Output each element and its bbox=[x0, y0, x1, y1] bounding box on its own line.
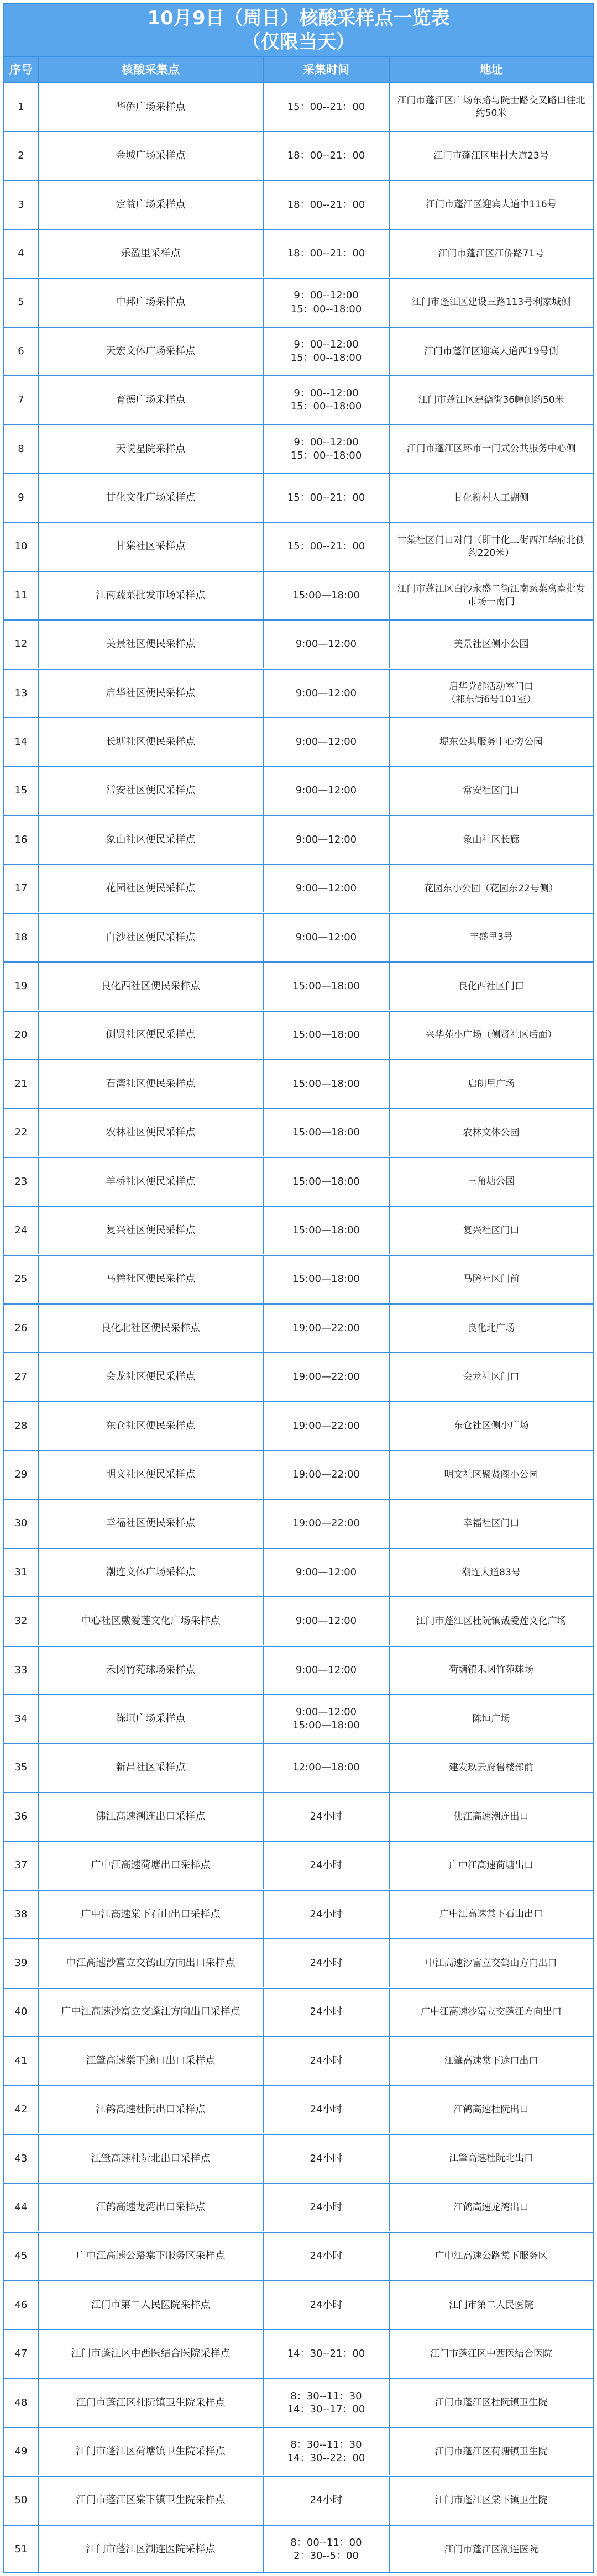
row-time: 18：00--21：00 bbox=[264, 230, 390, 277]
row-site-name: 定益广场采样点 bbox=[39, 181, 264, 229]
table-row bbox=[4, 1108, 593, 1156]
row-site-name: 广中江高速沙富立交蓬江方向出口采样点 bbox=[39, 1989, 264, 2036]
table-row bbox=[4, 2378, 593, 2427]
row-index: 26 bbox=[4, 1305, 39, 1352]
table-row bbox=[4, 717, 593, 766]
row-site-name: 明文社区便民采样点 bbox=[39, 1451, 264, 1499]
row-index: 2 bbox=[4, 132, 39, 180]
table-row bbox=[4, 2329, 593, 2378]
row-time: 9：00--12:00 15：00--18:00 bbox=[264, 328, 390, 375]
row-index: 25 bbox=[4, 1256, 39, 1303]
row-site-name: 侧贤社区便民采样点 bbox=[39, 1012, 264, 1059]
row-address: 江门市蓬江区白沙永盛二街江南蔬菜禽畜批发市场一南门 bbox=[397, 583, 585, 607]
row-address: 佛江高速潮连出口 bbox=[453, 1811, 529, 1822]
table-row bbox=[4, 1938, 593, 1987]
row-site-name: 中邦广场采样点 bbox=[39, 279, 264, 327]
row-address: 江门市蓬江区广场东路与院士路交叉路口往北约50米 bbox=[397, 95, 585, 119]
table-row bbox=[4, 327, 593, 375]
row-site-name: 启华社区便民采样点 bbox=[39, 670, 264, 717]
row-site-name: 中江高速沙富立交鹤山方向出口采样点 bbox=[39, 1939, 264, 1987]
row-site-name: 中心社区戴爱莲文化广场采样点 bbox=[39, 1597, 264, 1645]
table-row bbox=[4, 1743, 593, 1792]
row-address: 会龙社区门口 bbox=[463, 1371, 520, 1382]
row-address: 江鹤高速龙湾出口 bbox=[453, 2201, 529, 2213]
table-row bbox=[4, 278, 593, 327]
table-row bbox=[4, 1059, 593, 1108]
row-time: 19:00—22:00 bbox=[264, 1451, 390, 1499]
row-site-name: 甘棠社区采样点 bbox=[39, 523, 264, 571]
row-address: 甘棠社区门口对门（即甘化二街西江华府北侧约220米） bbox=[397, 534, 585, 559]
table-row bbox=[4, 1157, 593, 1206]
row-site-name: 幸福社区便民采样点 bbox=[39, 1500, 264, 1548]
row-time: 19:00—22:00 bbox=[264, 1500, 390, 1548]
table-row bbox=[4, 1890, 593, 1938]
row-index: 42 bbox=[4, 2086, 39, 2133]
title-line-1: 10月9日（周日）核酸采样点一览表 bbox=[147, 7, 450, 29]
row-time: 15:00—18:00 bbox=[264, 1158, 390, 1206]
row-address: 启华党群活动室门口 （祁东街6号101室） bbox=[446, 681, 536, 705]
row-time: 9:00—12:00 bbox=[264, 718, 390, 766]
row-address: 江门市蓬江区棠下镇卫生院 bbox=[434, 2495, 548, 2506]
row-address: 江门市蓬江区中西医结合医院 bbox=[430, 2348, 552, 2359]
row-site-name: 复兴社区便民采样点 bbox=[39, 1207, 264, 1254]
row-address: 广中江高速公路棠下服务区 bbox=[434, 2251, 548, 2262]
row-time: 9:00—12:00 bbox=[264, 670, 390, 717]
row-time: 15：00--21：00 bbox=[264, 474, 390, 522]
table-row bbox=[4, 131, 593, 180]
row-address: 江鹤高速杜阮出口 bbox=[453, 2104, 529, 2115]
row-address: 广中江高速荷塘出口 bbox=[449, 1859, 533, 1871]
row-time: 15:00—18:00 bbox=[264, 1060, 390, 1108]
row-site-name: 金城广场采样点 bbox=[39, 132, 264, 180]
row-index: 38 bbox=[4, 1891, 39, 1938]
row-time: 24小时 bbox=[264, 1939, 390, 1987]
row-time: 24小时 bbox=[264, 2233, 390, 2280]
table-row bbox=[4, 864, 593, 912]
row-site-name: 广中江高速棠下石山出口采样点 bbox=[39, 1891, 264, 1938]
row-index: 28 bbox=[4, 1402, 39, 1450]
table-row bbox=[4, 2280, 593, 2329]
table-row bbox=[4, 2036, 593, 2085]
table-row bbox=[4, 961, 593, 1010]
row-index: 17 bbox=[4, 865, 39, 912]
table-row bbox=[4, 669, 593, 717]
row-time: 15:00—18:00 bbox=[264, 1256, 390, 1303]
row-index: 16 bbox=[4, 816, 39, 864]
row-time: 15：00--21：00 bbox=[264, 523, 390, 571]
row-site-name: 新昌社区采样点 bbox=[39, 1744, 264, 1792]
row-site-name: 佛江高速潮连出口采样点 bbox=[39, 1793, 264, 1841]
row-address: 常安社区门口 bbox=[463, 785, 520, 797]
row-index: 44 bbox=[4, 2184, 39, 2231]
row-index: 43 bbox=[4, 2135, 39, 2183]
table-row bbox=[4, 1011, 593, 1059]
row-time: 9:00—12:00 bbox=[264, 1549, 390, 1596]
row-address: 良化北广场 bbox=[468, 1322, 515, 1334]
row-address: 启朗里广场 bbox=[468, 1078, 515, 1090]
table-row bbox=[4, 1450, 593, 1499]
table-row bbox=[4, 1841, 593, 1889]
row-time: 18：00--21：00 bbox=[264, 181, 390, 229]
row-time: 24小时 bbox=[264, 2477, 390, 2525]
row-time: 15:00—18:00 bbox=[264, 572, 390, 619]
table-row bbox=[4, 1401, 593, 1450]
row-time: 8：30--11：30 14：30--17：00 bbox=[264, 2379, 390, 2427]
row-index: 45 bbox=[4, 2233, 39, 2280]
row-index: 7 bbox=[4, 376, 39, 424]
row-time: 24小时 bbox=[264, 2037, 390, 2085]
row-site-name: 长塘社区便民采样点 bbox=[39, 718, 264, 766]
row-index: 8 bbox=[4, 425, 39, 473]
row-time: 8：00--11：00 2：30--5：00 bbox=[264, 2526, 390, 2573]
row-index: 33 bbox=[4, 1647, 39, 1694]
row-site-name: 江南蔬菜批发市场采样点 bbox=[39, 572, 264, 619]
row-index: 5 bbox=[4, 279, 39, 327]
row-time: 24小时 bbox=[264, 2135, 390, 2183]
row-index: 32 bbox=[4, 1597, 39, 1645]
row-address: 丰盛里3号 bbox=[469, 932, 513, 943]
table-row bbox=[4, 571, 593, 619]
row-site-name: 良化北社区便民采样点 bbox=[39, 1305, 264, 1352]
row-index: 40 bbox=[4, 1989, 39, 2036]
row-address: 江门市蓬江区建德街36幢侧约50米 bbox=[418, 394, 564, 406]
row-index: 15 bbox=[4, 767, 39, 815]
row-address: 东仓社区侧小广场 bbox=[453, 1420, 529, 1432]
row-site-name: 江门市蓬江区荷塘镇卫生院采样点 bbox=[39, 2428, 264, 2475]
row-site-name: 华侨广场采样点 bbox=[39, 83, 264, 131]
row-site-name: 天宏文体广场采样点 bbox=[39, 328, 264, 375]
row-time: 12:00—18:00 bbox=[264, 1744, 390, 1792]
row-site-name: 江门市蓬江区中西医结合医院采样点 bbox=[39, 2330, 264, 2378]
row-index: 20 bbox=[4, 1012, 39, 1059]
table-row bbox=[4, 2183, 593, 2231]
row-time: 24小时 bbox=[264, 1989, 390, 2036]
row-address: 江肇高速杜阮北出口 bbox=[449, 2153, 533, 2164]
schedule-table bbox=[3, 3, 594, 2573]
row-index: 34 bbox=[4, 1695, 39, 1743]
row-index: 35 bbox=[4, 1744, 39, 1792]
row-site-name: 良化西社区便民采样点 bbox=[39, 963, 264, 1010]
row-index: 24 bbox=[4, 1207, 39, 1254]
row-address: 明文社区聚贤阁小公园 bbox=[444, 1469, 538, 1480]
row-index: 41 bbox=[4, 2037, 39, 2085]
row-address: 象山社区长廊 bbox=[463, 834, 520, 845]
row-index: 47 bbox=[4, 2330, 39, 2378]
row-index: 4 bbox=[4, 230, 39, 277]
table-row bbox=[4, 1303, 593, 1352]
row-time: 15:00—18:00 bbox=[264, 1207, 390, 1254]
row-address: 三角塘公园 bbox=[468, 1176, 515, 1187]
table-row bbox=[4, 815, 593, 864]
row-time: 19:00—22:00 bbox=[264, 1305, 390, 1352]
row-site-name: 常安社区便民采样点 bbox=[39, 767, 264, 815]
row-address: 甘化新村人工湖侧 bbox=[453, 492, 529, 503]
row-address: 江门市蓬江区江侨路71号 bbox=[438, 248, 544, 259]
table-row bbox=[4, 424, 593, 473]
table-row bbox=[4, 1596, 593, 1645]
row-index: 14 bbox=[4, 718, 39, 766]
row-site-name: 江肇高速棠下途口出口采样点 bbox=[39, 2037, 264, 2085]
row-site-name: 象山社区便民采样点 bbox=[39, 816, 264, 864]
row-site-name: 羊桥社区便民采样点 bbox=[39, 1158, 264, 1206]
row-site-name: 石湾社区便民采样点 bbox=[39, 1060, 264, 1108]
table-row bbox=[4, 2427, 593, 2475]
row-index: 22 bbox=[4, 1109, 39, 1156]
row-address: 江肇高速棠下途口出口 bbox=[444, 2055, 538, 2067]
row-site-name: 江门市蓬江区棠下镇卫生院采样点 bbox=[39, 2477, 264, 2525]
row-index: 36 bbox=[4, 1793, 39, 1841]
row-index: 51 bbox=[4, 2526, 39, 2573]
row-site-name: 江鹤高速龙湾出口采样点 bbox=[39, 2184, 264, 2231]
row-index: 48 bbox=[4, 2379, 39, 2427]
row-index: 30 bbox=[4, 1500, 39, 1548]
table-row bbox=[4, 1988, 593, 2036]
table-row bbox=[4, 82, 593, 131]
row-time: 24小时 bbox=[264, 2281, 390, 2329]
row-address: 江门市蓬江区里村大道23号 bbox=[433, 150, 549, 161]
row-address: 江门市蓬江区杜阮镇戴爱莲文化广场 bbox=[416, 1615, 567, 1627]
row-time: 24小时 bbox=[264, 2086, 390, 2133]
row-index: 11 bbox=[4, 572, 39, 619]
row-time: 9：00--12:00 15：00--18:00 bbox=[264, 279, 390, 327]
row-address: 兴华苑小广场（侧贤社区后面） bbox=[425, 1029, 557, 1041]
table-title bbox=[4, 4, 593, 56]
row-address: 潮连大道83号 bbox=[462, 1566, 521, 1578]
row-site-name: 广中江高速公路棠下服务区采样点 bbox=[39, 2233, 264, 2280]
row-index: 6 bbox=[4, 328, 39, 375]
row-index: 50 bbox=[4, 2477, 39, 2525]
title-line-2: （仅限当天） bbox=[242, 31, 355, 53]
row-index: 12 bbox=[4, 621, 39, 668]
row-site-name: 白沙社区便民采样点 bbox=[39, 914, 264, 961]
row-address: 广中江高速沙富立交蓬江方向出口 bbox=[421, 2006, 562, 2018]
row-site-name: 马腾社区便民采样点 bbox=[39, 1256, 264, 1303]
row-address: 建发玖云府售楼部前 bbox=[449, 1762, 533, 1774]
table-row bbox=[4, 229, 593, 277]
row-time: 9：00--12:00 15：00--18:00 bbox=[264, 425, 390, 473]
header-address: 地址 bbox=[479, 63, 503, 76]
row-time: 9:00—12:00 bbox=[264, 1647, 390, 1694]
table-row bbox=[4, 1206, 593, 1254]
row-time: 9:00—12:00 bbox=[264, 621, 390, 668]
row-site-name: 天悦星院采样点 bbox=[39, 425, 264, 473]
row-time: 9:00—12:00 bbox=[264, 914, 390, 961]
header-time: 采集时间 bbox=[264, 57, 390, 82]
row-address: 马腾社区门前 bbox=[463, 1274, 520, 1285]
table-row bbox=[4, 1694, 593, 1743]
row-time: 24小时 bbox=[264, 2184, 390, 2231]
row-index: 1 bbox=[4, 83, 39, 131]
row-site-name: 东仓社区便民采样点 bbox=[39, 1402, 264, 1450]
table-header bbox=[4, 56, 593, 82]
row-time: 9：00--12:00 15：00--18:00 bbox=[264, 376, 390, 424]
row-index: 39 bbox=[4, 1939, 39, 1987]
row-time: 24小时 bbox=[264, 1891, 390, 1938]
row-site-name: 潮连文体广场采样点 bbox=[39, 1549, 264, 1596]
row-time: 14：30--21：00 bbox=[264, 2330, 390, 2378]
row-time: 15:00—18:00 bbox=[264, 1012, 390, 1059]
table-row bbox=[4, 1255, 593, 1303]
row-index: 13 bbox=[4, 670, 39, 717]
row-index: 19 bbox=[4, 963, 39, 1010]
row-site-name: 广中江高速荷塘出口采样点 bbox=[39, 1842, 264, 1889]
row-address: 复兴社区门口 bbox=[463, 1224, 520, 1236]
row-time: 8：30--11：30 14：30--22：00 bbox=[264, 2428, 390, 2475]
row-site-name: 江门市第二人民医院采样点 bbox=[39, 2281, 264, 2329]
row-address: 江门市蓬江区迎宾大道中116号 bbox=[426, 199, 557, 211]
row-time: 9:00—12:00 bbox=[264, 865, 390, 912]
row-index: 10 bbox=[4, 523, 39, 571]
row-time: 24小时 bbox=[264, 1793, 390, 1841]
row-time: 19:00—22:00 bbox=[264, 1353, 390, 1401]
table-row bbox=[4, 1352, 593, 1401]
row-time: 15:00—18:00 bbox=[264, 1109, 390, 1156]
row-index: 31 bbox=[4, 1549, 39, 1596]
row-time: 9:00—12:00 bbox=[264, 767, 390, 815]
row-time: 9:00—12:00 bbox=[264, 1597, 390, 1645]
row-site-name: 乐盈里采样点 bbox=[39, 230, 264, 277]
row-address: 江门市蓬江区潮连医院 bbox=[444, 2543, 538, 2555]
row-address: 良化西社区门口 bbox=[458, 980, 524, 992]
table-row bbox=[4, 2525, 593, 2573]
row-time: 15:00—18:00 bbox=[264, 963, 390, 1010]
row-address: 堤东公共服务中心旁公园 bbox=[439, 736, 543, 748]
row-address: 江门市蓬江区迎宾大道西19号侧 bbox=[424, 345, 558, 357]
table-row bbox=[4, 2232, 593, 2280]
row-address: 江门市第二人民医院 bbox=[449, 2299, 533, 2311]
header-site: 核酸采集点 bbox=[39, 57, 264, 82]
row-address: 荷塘镇禾冈竹苑球场 bbox=[449, 1664, 533, 1676]
row-address: 江门市蓬江区环市一门式公共服务中心侧 bbox=[406, 443, 576, 455]
row-address: 幸福社区门口 bbox=[463, 1518, 520, 1529]
row-site-name: 会龙社区便民采样点 bbox=[39, 1353, 264, 1401]
table-row bbox=[4, 1792, 593, 1841]
row-site-name: 陈垣广场采样点 bbox=[39, 1695, 264, 1743]
row-address: 农林文体公园 bbox=[463, 1127, 520, 1138]
table-row bbox=[4, 180, 593, 229]
table-row bbox=[4, 1548, 593, 1596]
row-site-name: 江鹤高速杜阮出口采样点 bbox=[39, 2086, 264, 2133]
row-address: 江门市蓬江区建设三路113号利家城侧 bbox=[411, 297, 571, 308]
row-index: 21 bbox=[4, 1060, 39, 1108]
row-index: 9 bbox=[4, 474, 39, 522]
row-site-name: 禾冈竹苑球场采样点 bbox=[39, 1647, 264, 1694]
row-address: 广中江高速棠下石山出口 bbox=[439, 1909, 543, 1920]
row-index: 37 bbox=[4, 1842, 39, 1889]
row-site-name: 花园社区便民采样点 bbox=[39, 865, 264, 912]
row-index: 27 bbox=[4, 1353, 39, 1401]
row-address: 美景社区侧小公园 bbox=[453, 638, 529, 650]
row-address: 江门市蓬江区杜阮镇卫生院 bbox=[434, 2397, 548, 2409]
row-index: 23 bbox=[4, 1158, 39, 1206]
row-address: 江门市蓬江区荷塘镇卫生院 bbox=[434, 2446, 548, 2457]
row-time: 24小时 bbox=[264, 1842, 390, 1889]
row-time: 9:00—12:00 bbox=[264, 816, 390, 864]
table-row bbox=[4, 913, 593, 961]
row-address: 中江高速沙富立交鹤山方向出口 bbox=[425, 1957, 557, 1969]
table-row bbox=[4, 2476, 593, 2525]
row-site-name: 江门市蓬江区杜阮镇卫生院采样点 bbox=[39, 2379, 264, 2427]
table-row bbox=[4, 1646, 593, 1694]
header-index: 序号 bbox=[4, 57, 39, 82]
row-site-name: 育德广场采样点 bbox=[39, 376, 264, 424]
table-row bbox=[4, 522, 593, 571]
row-site-name: 美景社区便民采样点 bbox=[39, 621, 264, 668]
row-site-name: 江门市蓬江区潮连医院采样点 bbox=[39, 2526, 264, 2573]
row-index: 3 bbox=[4, 181, 39, 229]
table-row bbox=[4, 2085, 593, 2133]
row-site-name: 农林社区便民采样点 bbox=[39, 1109, 264, 1156]
table-row bbox=[4, 766, 593, 815]
row-site-name: 甘化文化广场采样点 bbox=[39, 474, 264, 522]
row-address: 花园东小公园（花园东22号侧） bbox=[424, 882, 558, 894]
row-address: 陈垣广场 bbox=[472, 1713, 510, 1725]
row-time: 19:00—22:00 bbox=[264, 1402, 390, 1450]
row-index: 18 bbox=[4, 914, 39, 961]
table-row bbox=[4, 473, 593, 522]
row-index: 49 bbox=[4, 2428, 39, 2475]
row-time: 9:00—12:00 15:00—18:00 bbox=[264, 1695, 390, 1743]
table-row bbox=[4, 619, 593, 668]
row-index: 46 bbox=[4, 2281, 39, 2329]
row-time: 15：00--21：00 bbox=[264, 83, 390, 131]
row-index: 29 bbox=[4, 1451, 39, 1499]
row-time: 18：00--21：00 bbox=[264, 132, 390, 180]
table-row bbox=[4, 1499, 593, 1548]
table-row bbox=[4, 375, 593, 424]
row-site-name: 江肇高速杜阮北出口采样点 bbox=[39, 2135, 264, 2183]
table-row bbox=[4, 2134, 593, 2183]
